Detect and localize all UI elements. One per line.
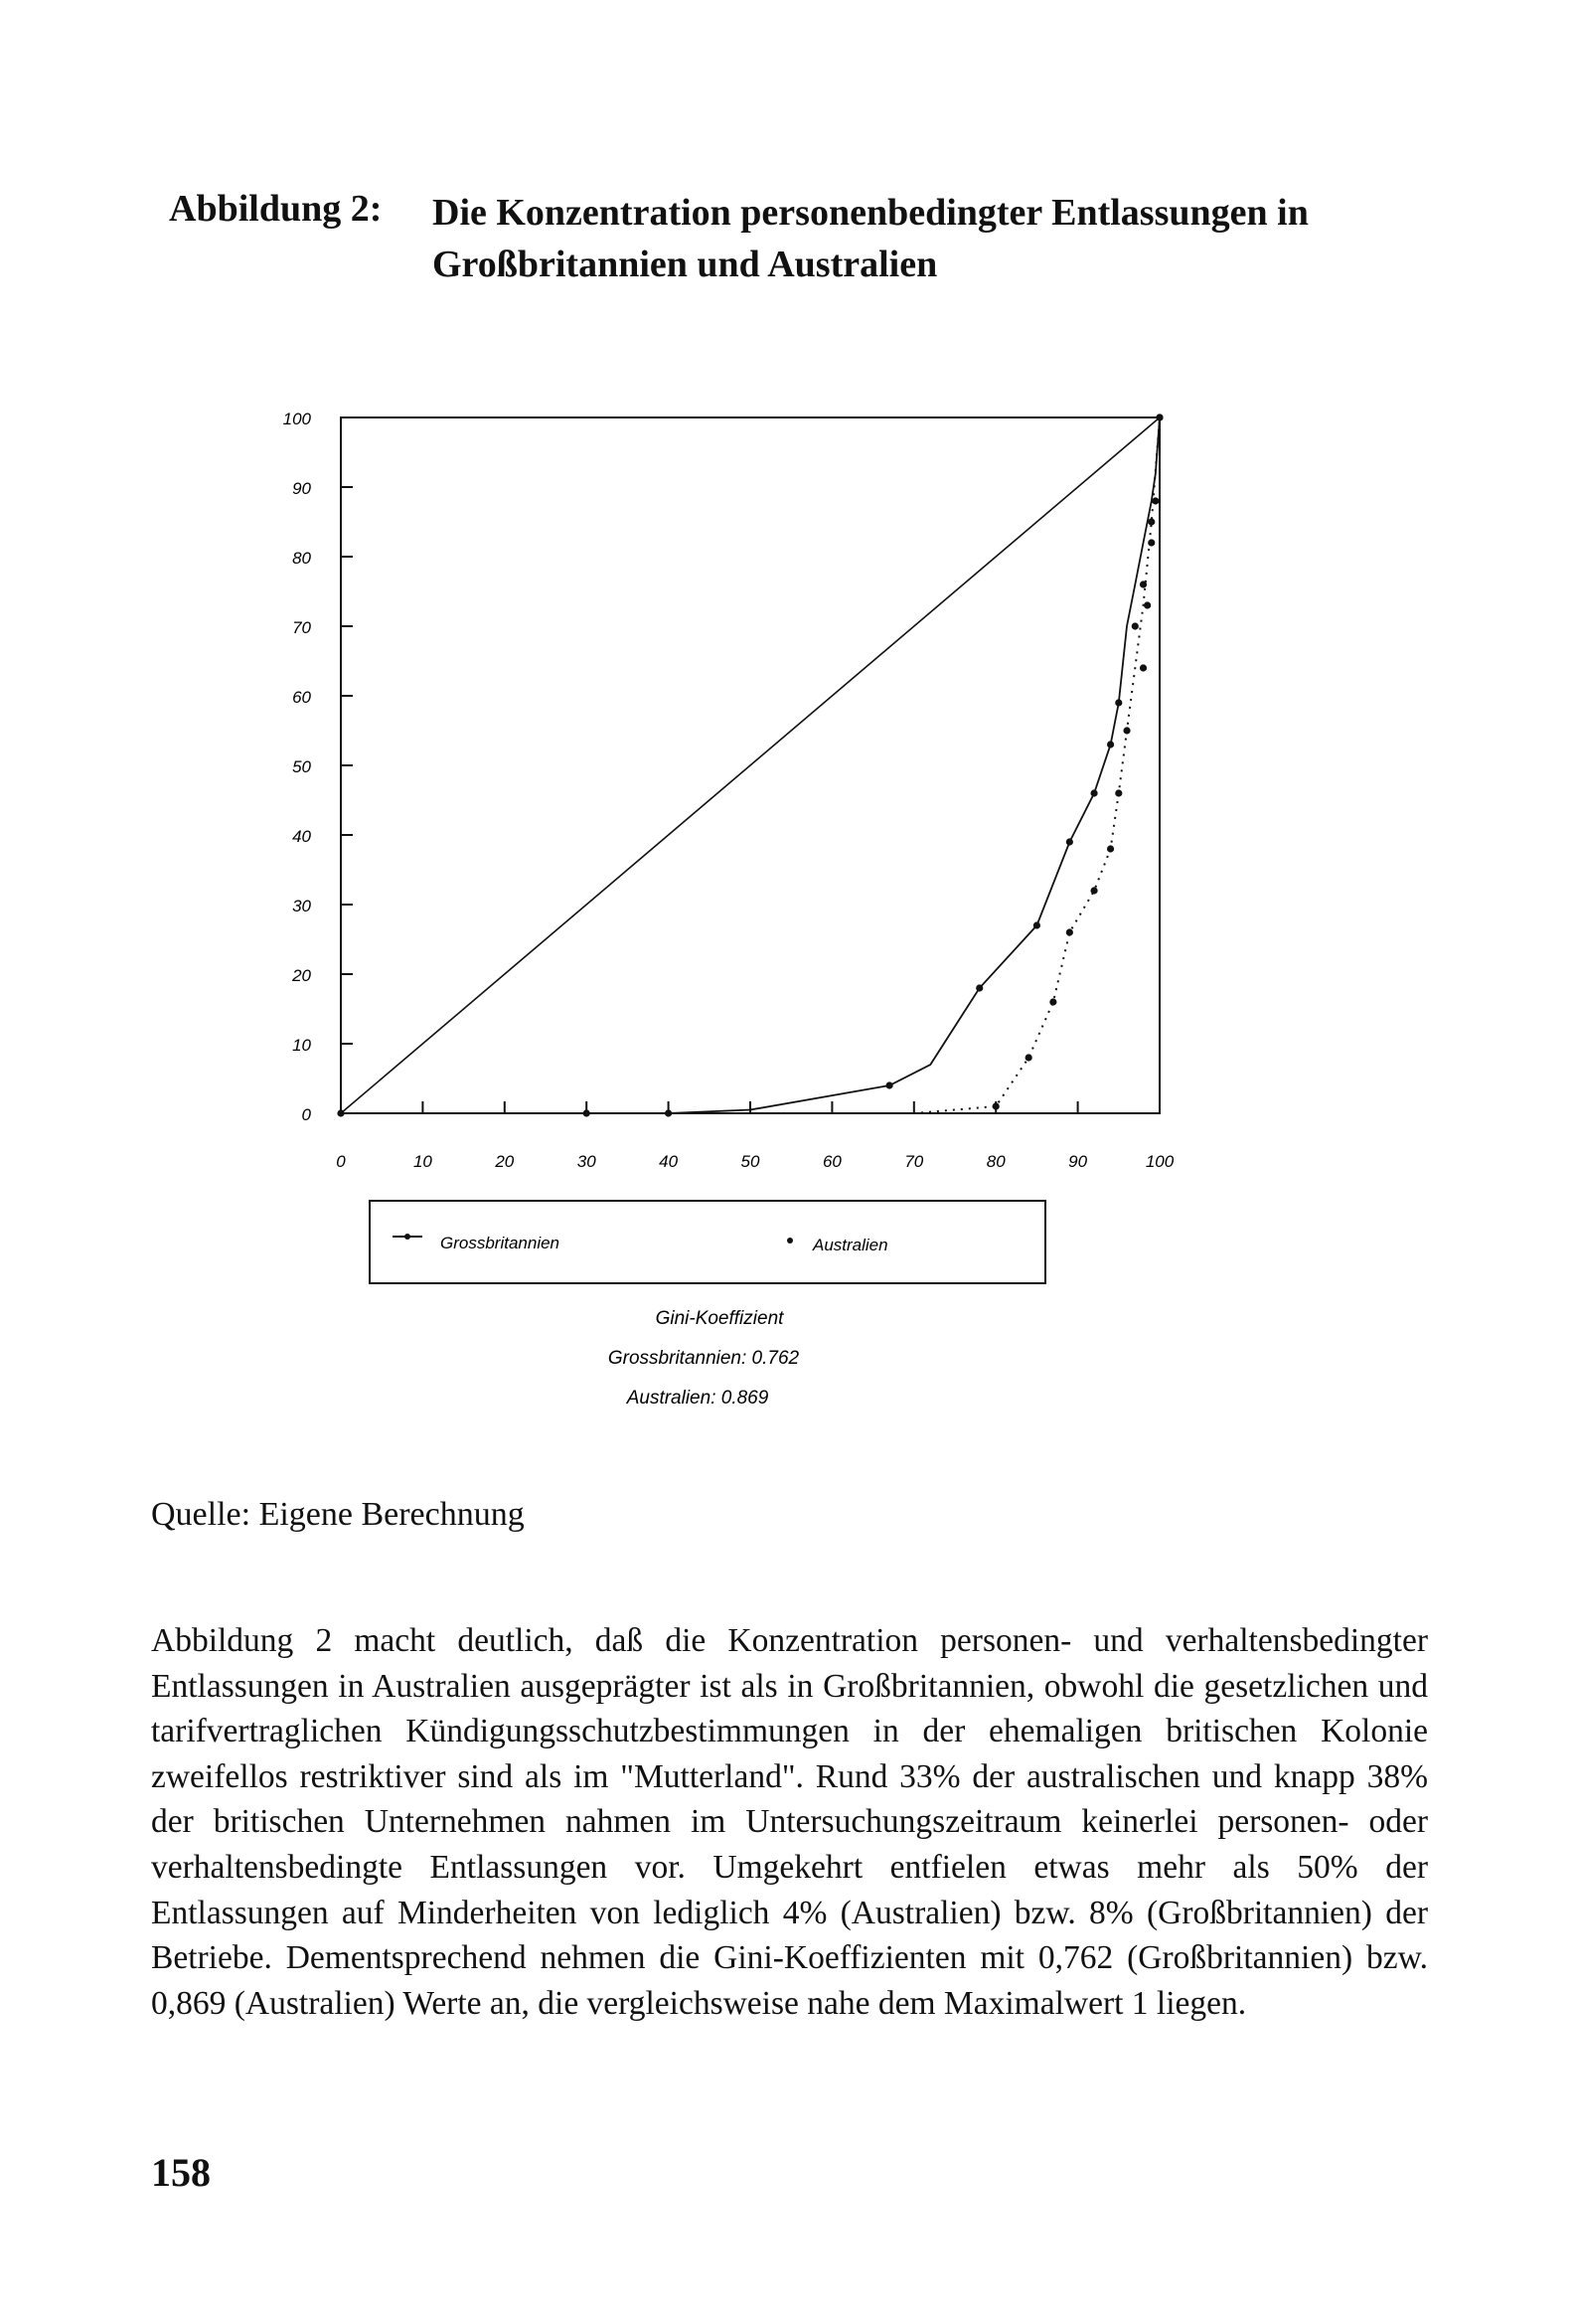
y-tick-label: 50 [292,757,311,776]
data-point-australien [993,1102,1000,1109]
data-point-australien [1049,998,1056,1005]
x-tick-label: 0 [336,1152,346,1171]
data-point-grossbritannien [976,984,983,991]
legend-au-label: Australien [813,1236,888,1254]
data-point-australien [1107,845,1114,852]
equality-line [341,417,1160,1113]
figure-title-line-2: Großbritannien und Australien [432,244,938,285]
x-tick-label: 80 [986,1152,1006,1171]
x-tick-label: 90 [1068,1152,1088,1171]
paragraph-text: Abbildung 2 macht deutlich, daß die Konzentration personen- und verhaltensbedingter Entlassungen in Australien ausgeprägter ist als in Großbritannien, obwohl die gesetzlichen und tarifvertraglichen Kündigungsschutzbestimmungen in der ehemaligen britischen Kolonie zweifellos restriktiver sind als im "Mutterland". Rund 33% der australischen und knapp 38% der britischen Unternehmen nahmen im Untersuchungszeitraum keinerlei personen- oder verhaltensbedingte Entlassungen vor. Umgekehrt entfielen etwas mehr als 50% der Entlassungen auf Minderheiten von lediglich 4% (Australien) bzw. 8% (Großbritannien) der Betriebe. Dementsprechend nehmen die Gini-Koeffizienten mit 0,762 (Großbritannien) bzw. 0,869 (Australien) Werte an, die vergleichsweise nahe dem Maximalwert 1 liegen. [151,1622,1428,2022]
y-tick-label: 30 [292,897,311,915]
data-point-australien [1066,928,1073,935]
series-layer [337,414,1163,1116]
x-axis-tick-labels [336,1152,1174,1171]
data-point-grossbritannien [1090,789,1097,796]
y-tick-label: 10 [292,1036,311,1055]
x-tick-label: 60 [822,1152,842,1171]
legend-gb-label: Grossbritannien [440,1234,560,1252]
data-point-australien [1144,601,1151,608]
data-point-grossbritannien [885,1081,892,1088]
x-tick-label: 20 [495,1152,515,1171]
chart-legend [370,1201,1045,1283]
y-tick-label: 60 [292,688,311,707]
data-point-australien [1148,518,1155,525]
page-number: 158 [151,2150,211,2195]
y-tick-label: 80 [292,549,311,568]
gini-au: Australien: 0.869 [626,1388,769,1409]
y-tick-label: 100 [282,410,311,428]
y-tick-label: 90 [292,479,311,498]
figure-source: Quelle: Eigene Berechnung [151,1496,525,1533]
legend-au-marker [787,1238,793,1244]
y-tick-label: 20 [292,966,311,985]
data-point-grossbritannien [1115,699,1122,706]
y-tick-label: 0 [301,1105,311,1124]
figure-label: Abbildung 2: [169,188,383,230]
y-tick-label: 40 [292,827,311,846]
data-point-grossbritannien [1132,622,1139,629]
x-tick-label: 30 [576,1152,596,1171]
x-tick-label: 10 [412,1152,432,1171]
body-paragraph [151,1618,1428,2026]
gini-annotation [608,1308,800,1409]
data-point-australien [1123,727,1130,734]
gini-gb: Grossbritannien: 0.762 [607,1348,800,1369]
legend-gb-marker [404,1234,410,1240]
data-point-australien [1090,887,1097,894]
x-tick-label: 100 [1145,1152,1175,1171]
data-point-grossbritannien [1066,838,1073,845]
figure-title-line-1: Die Konzentration personenbedingter Entlassungen in [432,192,1309,234]
data-point-australien [1115,789,1122,796]
data-point-australien [1156,414,1163,420]
y-axis-tick-labels [283,410,312,1124]
x-tick-label: 40 [659,1152,679,1171]
data-point-grossbritannien [1152,497,1159,504]
x-tick-label: 50 [740,1152,760,1171]
x-tick-label: 70 [904,1152,924,1171]
data-point-australien [1025,1054,1032,1061]
y-tick-label: 70 [292,618,311,637]
data-point-australien [1140,664,1147,671]
data-point-grossbritannien [1033,921,1040,928]
data-point-grossbritannien [1107,741,1114,747]
gini-title: Gini-Koeffizient [655,1308,784,1329]
